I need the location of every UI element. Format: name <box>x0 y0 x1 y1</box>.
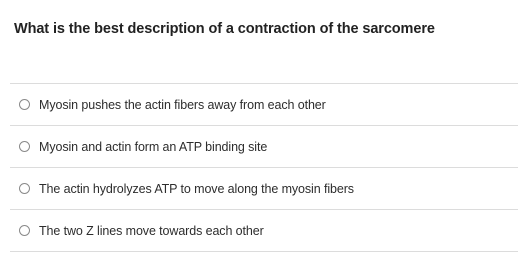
answer-option-label-1: Myosin pushes the actin fibers away from each other <box>39 97 326 112</box>
radio-button-2[interactable] <box>19 141 30 152</box>
answer-option-label-4: The two Z lines move towards each other <box>39 223 264 238</box>
question-text: What is the best description of a contraction of the sarcomere <box>14 21 435 37</box>
answer-option-1[interactable] <box>10 83 518 125</box>
radio-button-4[interactable] <box>19 225 30 236</box>
answer-options <box>10 83 518 252</box>
answer-option-label-3: The actin hydrolyzes ATP to move along the myosin fibers <box>39 181 354 196</box>
answer-option-4[interactable] <box>10 209 518 252</box>
radio-button-1[interactable] <box>19 99 30 110</box>
answer-option-2[interactable] <box>10 125 518 167</box>
answer-option-label-2: Myosin and actin form an ATP binding site <box>39 139 268 154</box>
radio-button-3[interactable] <box>19 183 30 194</box>
answer-option-3[interactable] <box>10 167 518 209</box>
